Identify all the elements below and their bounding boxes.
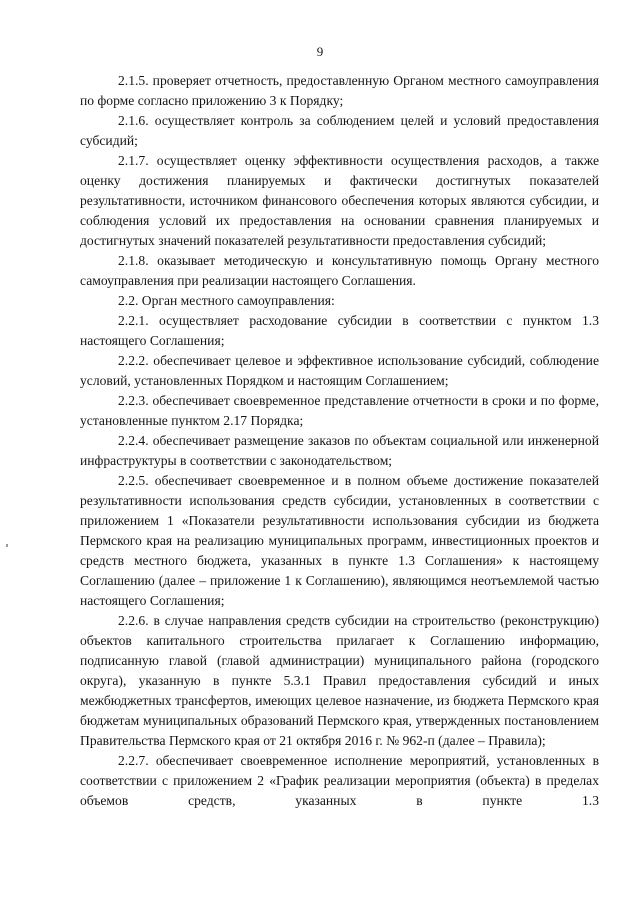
page-number: 9 — [316, 44, 324, 59]
paragraph-2-2-3: 2.2.3. обеспечивает своевременное представление отчетности в сроки и по форме, установленные пунктом 2.17 Порядка; — [80, 393, 599, 428]
paragraph-2-2: 2.2. Орган местного самоуправления: — [118, 293, 335, 308]
paragraph-2-2-2: 2.2.2. обеспечивает целевое и эффективное использование субсидий, соблюдение условий, установленных Порядком и настоящим Соглашением; — [80, 353, 599, 388]
paragraph-2-2-5: 2.2.5. обеспечивает своевременное и в полном объеме достижение показателей результативности использования средств субсидии, установленных в соответствии с приложением 1 «Показатели результативности использования субсидии из бюджета Пермского края на реализацию муниципальных программ, инвестиционных проектов и средств местного бюджета, указанных в пункте 1.3 Соглашения» к настоящему Соглашению (далее – приложение 1 к Соглашению), являющимся неотъемлемой частью настоящего Соглашения; — [80, 473, 599, 608]
paragraph-2-1-6: 2.1.6. осуществляет контроль за соблюдением целей и условий предоставления субсидий; — [80, 113, 599, 148]
scan-artifact — [6, 544, 8, 547]
paragraph-2-2-4: 2.2.4. обеспечивает размещение заказов по объектам социальной или инженерной инфраструктуры в соответствии с законодательством; — [80, 433, 599, 468]
paragraph-2-1-8: 2.1.8. оказывает методическую и консультативную помощь Органу местного самоуправления при реализации настоящего Соглашения. — [80, 253, 599, 288]
paragraph-2-1-5: 2.1.5. проверяет отчетность, предоставленную Органом местного самоуправления по форме согласно приложению 3 к Порядку; — [80, 73, 599, 108]
paragraph-2-2-1: 2.2.1. осуществляет расходование субсидии в соответствии с пунктом 1.3 настоящего Соглашения; — [80, 313, 599, 348]
document-body — [80, 71, 599, 811]
paragraph-2-2-6: 2.2.6. в случае направления средств субсидии на строительство (реконструкцию) объектов капитального строительства прилагает к Соглашению информацию, подписанную главой (главой администрации) муниципального района (городского округа), указанную в пункте 5.3.1 Правил предоставления субсидий и иных межбюджетных трансфертов, имеющих целевое назначение, из бюджета Пермского края бюджетам муниципальных образований Пермского края, утвержденных постановлением Правительства Пермского края от 21 октября 2016 г. № 962-п (далее – Правила); — [80, 613, 599, 748]
paragraph-2-2-7: 2.2.7. обеспечивает своевременное исполнение мероприятий, установленных в соответствии с приложением 2 «График реализации мероприятия (объекта) в пределах объемов средств, указанных в пункте 1.3 — [80, 753, 599, 808]
paragraph-2-1-7: 2.1.7. осуществляет оценку эффективности осуществления расходов, а также оценку достижения планируемых и фактически достигнутых показателей результативности, источником финансового обеспечения которых являются субсидии, и соблюдения условий их предоставления на основании сравнения планируемых и достигнутых значений показателей результативности предоставления субсидий; — [80, 153, 599, 248]
